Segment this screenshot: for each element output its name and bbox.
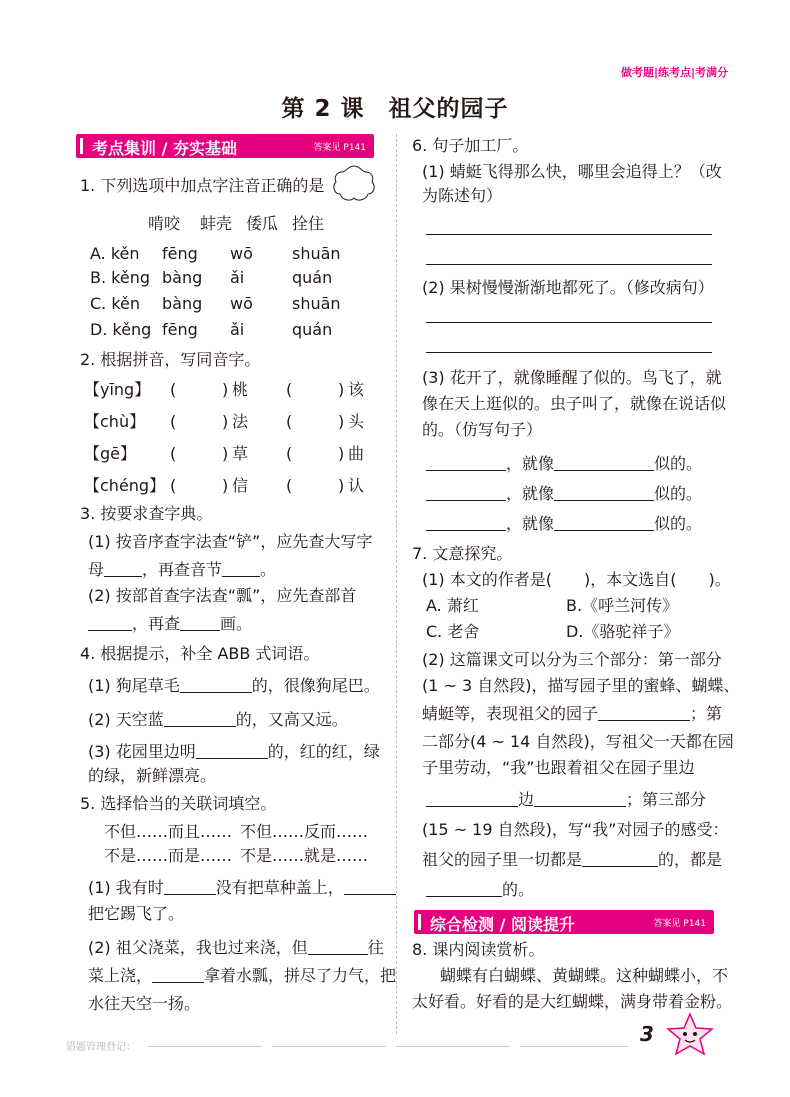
q7-blank-3[interactable] (534, 792, 626, 807)
q5-choice-4: 不是……就是…… (240, 846, 369, 865)
q1-option-b-3: ǎi (230, 268, 245, 287)
q4-blank-3[interactable] (196, 744, 268, 759)
q4-item-3-cont: 的绿，新鲜漂亮。 (88, 766, 217, 785)
q2-char-3a: 草 (232, 444, 249, 463)
q1-option-b[interactable]: B. kěng (90, 268, 150, 287)
q5-choice-2: 不但……反而…… (240, 822, 369, 841)
column-divider (396, 134, 397, 1034)
q6-answer-line-4[interactable] (426, 352, 712, 353)
q5-blank-2[interactable] (344, 880, 396, 895)
footer-line-4[interactable] (520, 1046, 628, 1047)
q1-option-a-3: wō (230, 244, 253, 263)
q1-option-c-4: shuān (292, 294, 341, 313)
q2-char-2b: 头 (348, 412, 365, 431)
q5-choice-3: 不是……而是…… (104, 846, 233, 865)
q1-option-a-2: fēng (162, 244, 198, 263)
q1-option-d[interactable]: D. kěng (90, 320, 152, 339)
q4-item-1: (1) 狗尾草毛 的，很像狗尾巴。 (88, 676, 380, 695)
bar-mark (80, 138, 83, 154)
q2-char-4b: 认 (348, 476, 365, 495)
footer-line-3[interactable] (396, 1046, 510, 1047)
q6-item-3-line3: 的。（仿写句子） (422, 420, 543, 439)
answer-ref-2[interactable]: 答案见 P141 (653, 919, 706, 929)
q7-item-1: (1) 本文的作者是( )，本文选自( )。 (422, 570, 731, 589)
q8-reading-line-2: 太好看。好看的是大红蝴蝶，满身带着金粉。 (412, 992, 733, 1011)
section-bar-reading (414, 910, 714, 934)
q5-blank-3[interactable] (308, 940, 368, 955)
q3-blank-1[interactable] (104, 562, 142, 577)
q7-item-2-l5: 子里劳动，“我”也跟着祖父在园子里边 (422, 758, 695, 777)
q5-sentence-1: (1) 我有时 没有把草种盖上， (88, 878, 396, 898)
q1-option-d-3: ǎi (230, 320, 245, 339)
q6-imitate-2: ，就像 似的。 (426, 484, 702, 504)
q1-option-b-4: quán (292, 268, 333, 287)
q7-item-2-l9: 的。 (426, 880, 534, 900)
q6-item-1-cont: 为陈述句） (422, 186, 503, 205)
q7-item-2-l6: 边 ；第三部分 (426, 790, 706, 810)
flower-badge-icon (330, 162, 378, 204)
header-tag: 做考题|练考点|考满分 (620, 66, 728, 79)
q1-option-d-2: fēng (162, 320, 198, 339)
bar-mark-2 (418, 914, 421, 930)
q3-line2: 母 ，再查音节 。 (88, 560, 277, 579)
q5-sentence-2: (2) 祖父浇菜，我也过来浇，但 往 (88, 938, 384, 957)
page-title: 第 2 课 祖父的园子 (281, 96, 509, 122)
footer-line-2[interactable] (272, 1046, 386, 1047)
q7-option-b[interactable]: B.《呼兰河传》 (566, 596, 679, 615)
q5-blank-4[interactable] (152, 968, 204, 983)
page-number: 3 (640, 1022, 654, 1046)
q7-blank-5[interactable] (426, 882, 502, 897)
q4-blank-2[interactable] (164, 712, 236, 727)
q7-option-c[interactable]: C. 老舍 (426, 622, 480, 641)
q6-blank-2b[interactable] (554, 486, 654, 501)
q3-stem: 3. 按要求查字典。 (80, 504, 213, 523)
q6-blank-2a[interactable] (426, 486, 506, 501)
q1-option-b-2: bàng (162, 268, 203, 287)
q4-stem: 4. 根据提示，补全 ABB 式词语。 (80, 644, 320, 663)
section-title-basics: 考点集训 / 夯实基础 (92, 139, 237, 158)
q4-blank-1[interactable] (180, 678, 252, 693)
q3-blank-3[interactable] (88, 616, 132, 631)
q2-pinyin-4: 【chéng】 (84, 476, 166, 495)
q8-stem: 8. 课内阅读赏析。 (412, 940, 545, 959)
q7-item-2-l4: 二部分(4 ~ 14 自然段)，写祖父一天都在园 (422, 732, 734, 751)
answer-ref[interactable]: 答案见 P141 (313, 143, 366, 153)
q7-option-d[interactable]: D.《骆驼祥子》 (566, 622, 680, 641)
q1-option-d-4: quán (292, 320, 333, 339)
q3-blank-2[interactable] (222, 562, 260, 577)
q1-word-1: 啃咬 (148, 214, 181, 233)
q3-line4: ，再查 画。 (88, 614, 252, 634)
q6-item-3: (3) 花开了，就像睡醒了似的。鸟飞了，就 (422, 368, 722, 387)
q2-pinyin-3: 【gē】 (84, 444, 137, 463)
q7-blank-4[interactable] (582, 852, 658, 867)
q1-option-c[interactable]: C. kěn (90, 294, 141, 313)
q2-char-1b: 该 (348, 380, 365, 399)
q5-sentence-2-end: 水往天空一扬。 (88, 994, 201, 1013)
q5-sentence-2-cont: 菜上浇， 拿着水瓢，拼尽了力气，把 (88, 966, 397, 985)
q2-char-3b: 曲 (348, 444, 365, 463)
q6-blank-3b[interactable] (554, 516, 654, 531)
q6-imitate-3: ，就像 似的。 (426, 514, 702, 534)
q5-sentence-1-cont: 把它踢飞了。 (88, 904, 185, 923)
q8-reading-line-1: 蝴蝶有白蝴蝶、黄蝴蝶。这种蝴蝶小，不 (440, 966, 729, 985)
q2-pinyin-1: 【yīng】 (84, 380, 151, 399)
q6-blank-3a[interactable] (426, 516, 506, 531)
q2-char-2a: 法 (232, 412, 249, 431)
q6-item-2: (2) 果树慢慢渐渐地都死了。（修改病句） (422, 278, 714, 297)
q6-imitate-1: ，就像 似的。 (426, 454, 702, 474)
q4-item-2: (2) 天空蓝 的，又高又远。 (88, 710, 348, 729)
q7-option-a[interactable]: A. 萧红 (426, 596, 479, 615)
q7-item-2-l8: 祖父的园子里一切都是 的，都是 (422, 850, 723, 869)
q2-paren: ( (170, 380, 177, 399)
q1-word-3: 倭瓜 (246, 214, 279, 233)
star-mascot-icon (662, 1010, 718, 1058)
section-title-reading: 综合检测 / 阅读提升 (430, 915, 575, 934)
q6-item-1: (1) 蜻蜓飞得那么快，哪里会追得上？（改 (422, 162, 722, 181)
q7-item-2-l3: 蜻蜓等，表现祖父的园子 ；第 (422, 704, 723, 723)
q7-blank-1[interactable] (598, 706, 690, 721)
q1-option-a[interactable]: A. kěn (90, 244, 140, 263)
q7-item-2-l2: (1 ~ 3 自然段)，描写园子里的蜜蜂、蝴蝶、 (422, 676, 740, 695)
q4-item-3: (3) 花园里边明 的，红的红，绿 (88, 742, 380, 761)
q3-blank-4[interactable] (180, 616, 220, 631)
q3-line3: (2) 按部首查字法查“瓢”，应先查部首 (88, 586, 357, 605)
q2-char-4a: 信 (232, 476, 249, 495)
q6-answer-line-1[interactable] (426, 234, 712, 235)
q1-option-c-2: bàng (162, 294, 203, 313)
q7-blank-2[interactable] (426, 792, 518, 807)
q2-char-1a: 桃 (232, 380, 249, 399)
q2-stem: 2. 根据拼音，写同音字。 (80, 350, 261, 369)
q6-answer-line-3[interactable] (426, 322, 712, 323)
q1-word-4: 拴住 (292, 214, 325, 233)
q5-blank-1[interactable] (164, 880, 216, 895)
q6-blank-1b[interactable] (554, 456, 654, 471)
q7-item-2-l1: (2) 这篇课文可以分为三个部分：第一部分 (422, 650, 722, 669)
q6-stem: 6. 句子加工厂。 (412, 136, 529, 155)
q7-stem: 7. 文意探究。 (412, 544, 513, 563)
section-bar-basics (76, 134, 374, 158)
footer-label: 错题管理登记： (66, 1042, 136, 1053)
q7-item-2-l7: (15 ~ 19 自然段)，写“我”对园子的感受： (422, 820, 729, 839)
q6-answer-line-2[interactable] (426, 264, 712, 265)
q1-option-a-4: shuān (292, 244, 341, 263)
q5-stem: 5. 选择恰当的关联词填空。 (80, 794, 277, 813)
q5-choice-1: 不但……而且…… (104, 822, 233, 841)
q3-line1: (1) 按音序查字法查“铲”，应先查大写字 (88, 532, 373, 551)
q6-item-3-line2: 像在天上逛似的。虫子叫了，就像在说话似 (422, 394, 727, 413)
q6-blank-1a[interactable] (426, 456, 506, 471)
footer-line-1[interactable] (148, 1046, 262, 1047)
q1-stem: 1. 下列选项中加点字注音正确的是 (80, 176, 325, 195)
q1-word-2: 蚌壳 (200, 214, 233, 233)
q2-pinyin-2: 【chù】 (84, 412, 146, 431)
q1-option-c-3: wō (230, 294, 253, 313)
